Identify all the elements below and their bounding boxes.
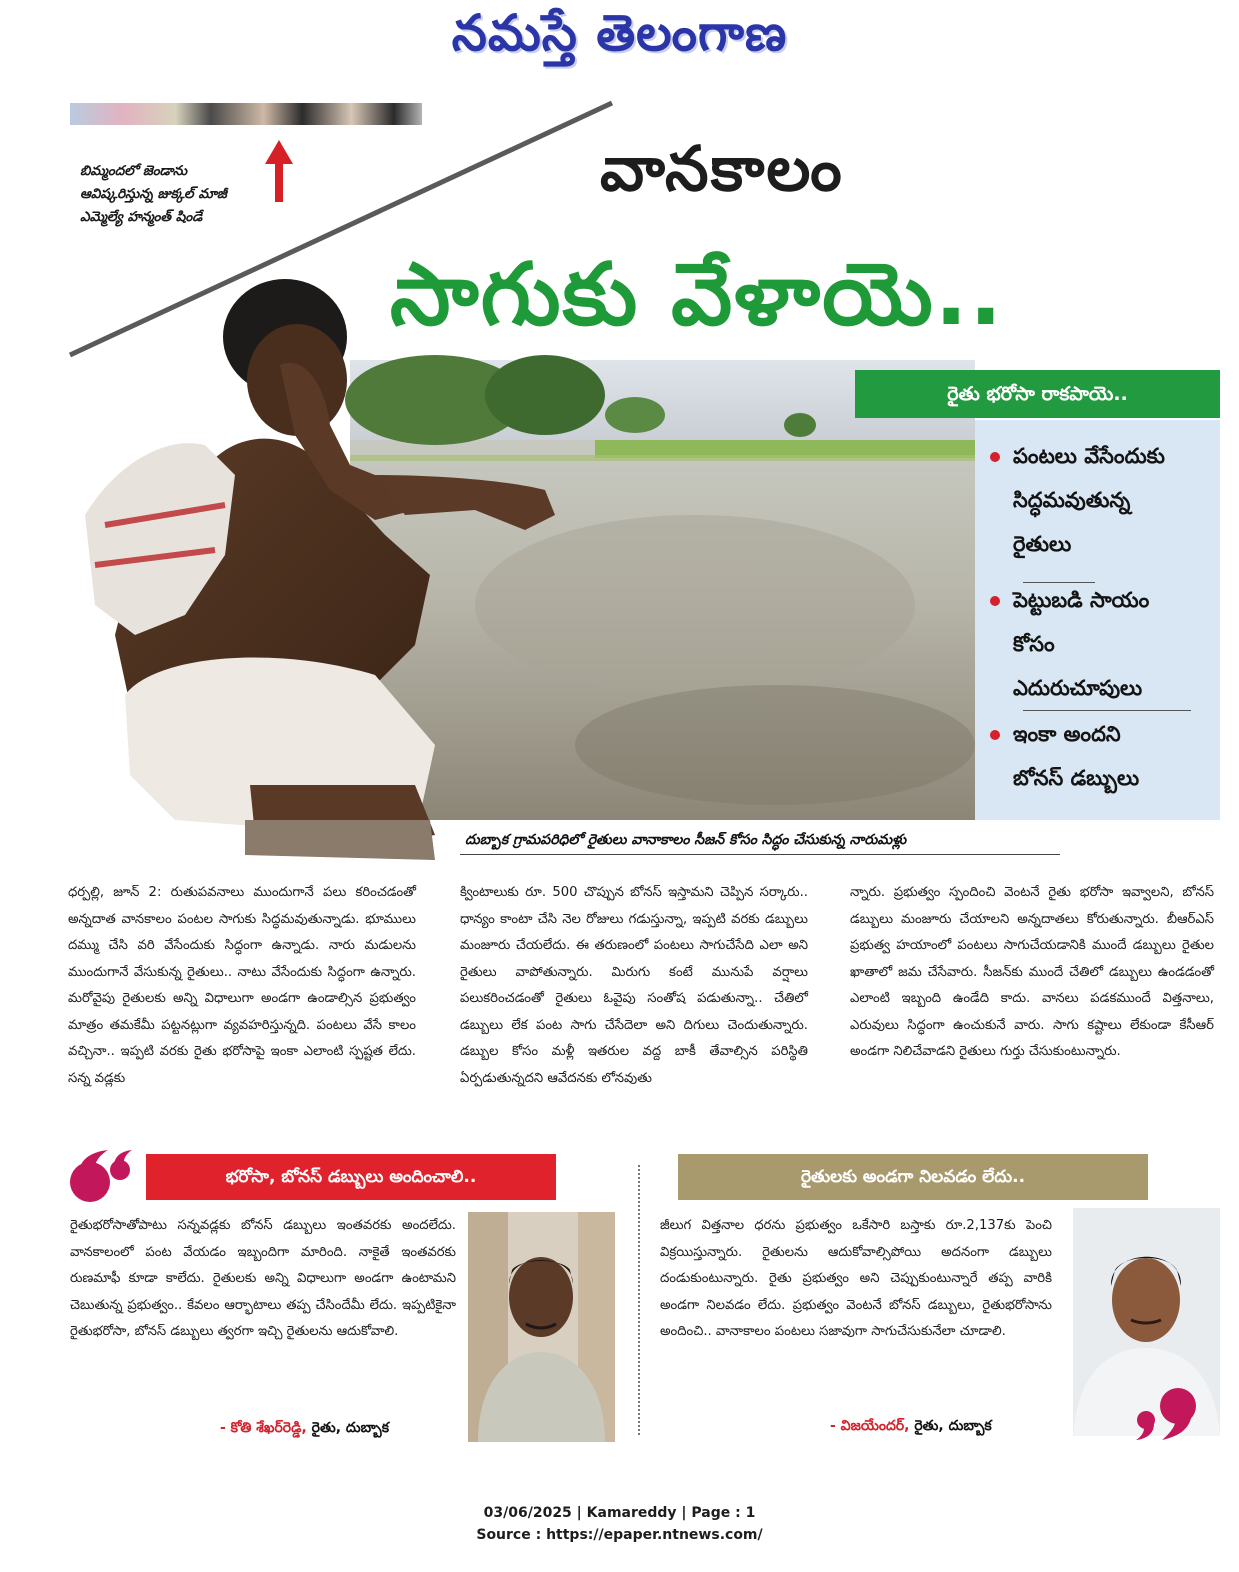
highlight-line: రైతులు <box>1013 532 1072 556</box>
headline-secondary: సాగుకు వేళాయె.. <box>390 245 1005 345</box>
highlight-point-3 <box>987 712 1202 800</box>
highlight-point-2 <box>987 578 1202 710</box>
top-photo-caption: బిమ్మందలో జెండాను ఆవిష్కరిస్తున్న జుక్కల్ మాజీ ఎమ్మెల్యే హన్మంత్ షిండే <box>80 163 227 225</box>
column-divider <box>638 1165 640 1435</box>
quote-right-role: రైతు, దుబ్బాక <box>909 1418 992 1434</box>
quote-left-role: రైతు, దుబ్బాక <box>306 1420 390 1436</box>
quote-left-attribution <box>220 1420 389 1439</box>
sidebar-highlights <box>975 420 1220 820</box>
up-arrow-icon <box>264 140 294 204</box>
highlight-line: సిద్ధమవుతున్న <box>1013 488 1131 512</box>
article-column-2: క్వింటాలుకు రూ. 500 చొప్పున బోనస్ ఇస్తామని చెప్పిన సర్కారు.. ధాన్యం కాంటా చేసి నెల రోజులు గడుస్తున్నా, ఇప్పటి వరకు డబ్బులు మంజూరు చేయలేదు. ఈ తరుణంలో పంటలు సాగుచేసేది ఎలా అని రైతులు వాపోతున్నారు. మిరుగు కంటే మునుపే వర్షాలు పలుకరించడంతో రైతులు ఓవైపు సంతోష పడుతున్నా.. చేతిలో డబ్బులు లేక పంట సాగు చేసేదెలా అని దిగులు చెందుతున్నారు. డబ్బుల కోసం మళ్లీ ఇతరుల వద్ద బాకీ తేవాల్సిన పరిస్థితి ఏర్పడుతున్నదని ఆవేదనకు లోనవుతు <box>460 885 808 1086</box>
quote-right-text: జీలుగ విత్తనాల ధరను ప్రభుత్వం ఒకేసారి బస్తాకు రూ.2,137కు పెంచి విక్రయిస్తున్నారు. రైతులను ఆదుకోవాల్సిపోయి అదనంగా డబ్బులు దండుకుంటున్నారు. రైతు ప్రభుత్వం అని చెప్పుకుంటున్నారే తప్ప వారికి అండగా నిలవడం లేదు. ప్రభుత్వం వెంటనే బోనస్ డబ్బులు, రైతుభరోసాను అందించి.. వానాకాలం పంటలు సజావుగా సాగుచేసుకునేలా చూడాలి. <box>660 1218 1052 1339</box>
quote-right-name: - విజయేందర్, <box>830 1418 910 1434</box>
caption-underline <box>460 854 1060 855</box>
bullet-icon <box>990 452 1000 462</box>
footer-source-link[interactable]: Source : https://epaper.ntnews.com/ <box>476 1527 763 1543</box>
footer-edition-info: 03/06/2025 | Kamareddy | Page : 1 <box>483 1505 756 1521</box>
photo-caption: దుబ్బాక గ్రామపరిధిలో రైతులు వానాకాలం సీజన్ కోసం సిద్ధం చేసుకున్న నారుమళ్లు <box>465 832 907 848</box>
highlight-line: ఎదురుచూపులు <box>1013 676 1143 700</box>
highlight-line: పంటలు వేసేందుకు <box>1013 444 1165 468</box>
highlight-line: బోనస్ డబ్బులు <box>1013 766 1140 790</box>
quote-right-attribution <box>830 1418 992 1437</box>
quote-left-banner: భరోసా, బోనస్ డబ్బులు అందించాలి.. <box>146 1154 556 1200</box>
quote-left-name: - కోతి శేఖర్‌రెడ్డి, <box>220 1420 307 1436</box>
quote-right-banner: రైతులకు అండగా నిలవడం లేదు.. <box>678 1154 1148 1200</box>
quote-left-text: రైతుభరోసాతోపాటు సన్నవడ్లకు బోనస్ డబ్బులు ఇంతవరకు అందలేదు. వానకాలంలో పంట వేయడం ఇబ్బందిగా మారింది. నాకైతే ఇంతవరకు రుణమాఫీ కూడా కాలేదు. రైతులకు అన్ని విధాలుగా అండగా ఉంటామని చెబుతున్న ప్రభుత్వం.. కేవలం ఆర్భాటాలు తప్ప చేసిందేమీ లేదు. ఇప్పటికైనా రైతుభరోసా, బోనస్ డబ్బులు త్వరగా ఇచ్చి రైతులను ఆదుకోవాలి. <box>70 1218 456 1339</box>
quote-open-icon <box>68 1148 140 1206</box>
sidebar-banner: రైతు భరోసా రాకపాయె.. <box>855 370 1220 418</box>
headline-primary: వానకాలం <box>600 132 844 205</box>
article-column-3: న్నారు. ప్రభుత్వం స్పందించి వెంటనే రైతు భరోసా ఇవ్వాలని, బోనస్ డబ్బులు మంజూరు చేయాలని అన్నదాతలు కోరుతున్నారు. బీఆర్ఎస్ ప్రభుత్వ హయాంలో పంటలు సాగుచేయడానికి ముందే డబ్బులు రైతుల ఖాతాలో జమ చేసేవారు. సీజన్‌కు ముందే చేతిలో డబ్బులు ఉండడంతో ఎలాంటి ఇబ్బంది ఉండేది కాదు. వానలు పడకముందే విత్తనాలు, ఎరువులు సిద్ధంగా ఉంచుకునే వారు. సాగు కష్టాలు లేకుండా కేసీఆర్ అండగా నిలిచేవాడని రైతులు గుర్తు చేసుకుంటున్నారు. <box>850 885 1214 1059</box>
quote-close-icon <box>1128 1384 1200 1442</box>
bullet-icon <box>990 730 1000 740</box>
highlight-line: ఇంకా అందని <box>1013 722 1121 746</box>
portrait-photo-left <box>468 1212 615 1442</box>
bullet-icon <box>990 596 1000 606</box>
highlight-point-1 <box>987 434 1202 566</box>
article-column-1: ధర్పల్లి, జూన్ 2: రుతుపవనాలు ముందుగానే పలు కరించడంతో అన్నదాత వానకాలం పంటల సాగుకు సిద్ధమవుతున్నాడు. భూములు దమ్ము చేసి వరి వేసేందుకు సిద్ధంగా ఉన్నాడు. నారు మడులను ముందుగానే వేసుకున్న రైతులు.. నాటు వేసేందుకు సిద్ధంగా ఉన్నారు. మరోవైపు రైతులకు అన్ని విధాలుగా అండగా ఉండాల్సిన ప్రభుత్వం మాత్రం తమకేమీ పట్టనట్లుగా వ్యవహరిస్తున్నది. పంటలు వేసే కాలం వచ్చినా.. ఇప్పటి వరకు రైతు భరోసాపై ఇంకా ఎలాంటి స్పష్టత లేదు. సన్న వడ్లకు <box>68 885 416 1086</box>
highlight-line: పెట్టుబడి సాయం <box>1013 588 1150 612</box>
highlight-line: కోసం <box>1013 632 1055 656</box>
main-photo-farmer <box>75 275 975 865</box>
masthead-logo[interactable]: నమస్తే తెలంగాణ <box>451 4 788 62</box>
highlight-divider <box>1023 710 1191 711</box>
